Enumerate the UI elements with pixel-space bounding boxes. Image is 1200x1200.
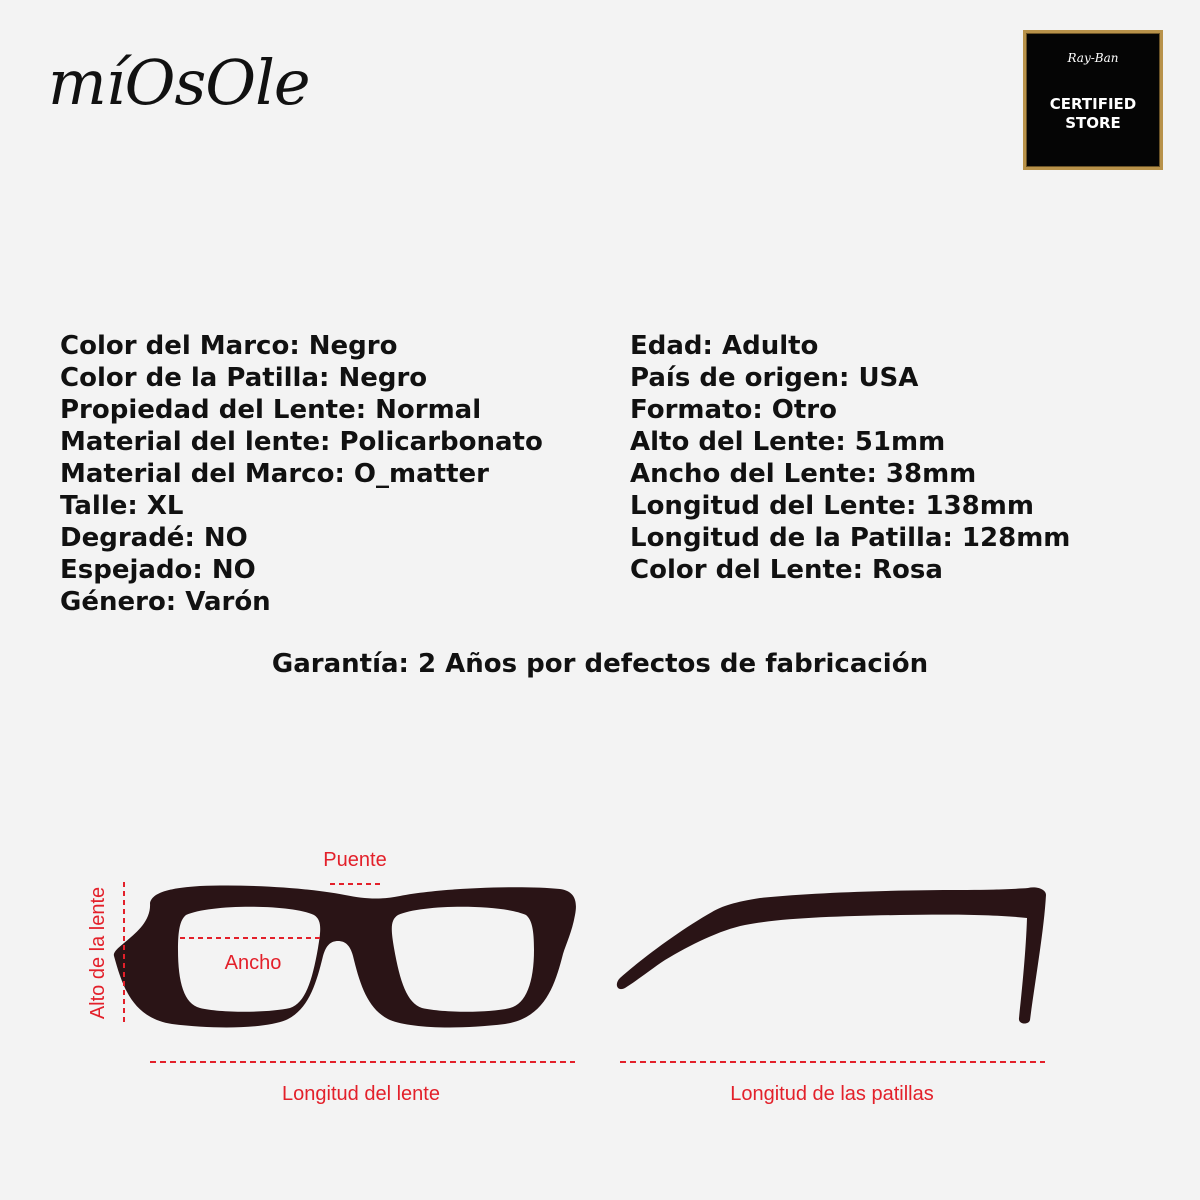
alto-label: Alto de la lente	[87, 886, 109, 1020]
spec-lens-material: Material del lente: Policarbonato	[60, 427, 543, 457]
spec-lens-property: Propiedad del Lente: Normal	[60, 395, 482, 425]
spec-lens-width: Ancho del Lente: 38mm	[630, 459, 977, 489]
frame-side-icon	[617, 887, 1046, 1023]
spec-country: País de origen: USA	[630, 363, 919, 393]
spec-lens-color: Color del Lente: Rosa	[630, 555, 943, 585]
spec-temple-color: Color de la Patilla: Negro	[60, 363, 428, 393]
longitud-lente-label: Longitud del lente	[282, 1083, 440, 1105]
ancho-label: Ancho	[224, 952, 282, 974]
frame-front-icon	[114, 885, 576, 1027]
warranty-text: Garantía: 2 Años por defectos de fabricación	[271, 649, 929, 679]
spec-age: Edad: Adulto	[630, 331, 819, 361]
ray-ban-logo: Ray-Ban	[1067, 51, 1119, 65]
spec-lens-length: Longitud del Lente: 138mm	[630, 491, 1034, 521]
spec-size: Talle: XL	[60, 491, 184, 521]
spec-temple-length: Longitud de la Patilla: 128mm	[630, 523, 1071, 553]
spec-frame-material: Material del Marco: O_matter	[60, 459, 489, 489]
longitud-patillas-label: Longitud de las patillas	[730, 1083, 934, 1105]
spec-mirrored: Espejado: NO	[60, 555, 256, 585]
certified-store-label: CERTIFIED STORE	[1049, 95, 1137, 132]
spec-frame-color: Color del Marco: Negro	[60, 331, 398, 361]
spec-gradient: Degradé: NO	[60, 523, 248, 553]
spec-format: Formato: Otro	[630, 395, 837, 425]
miosole-logo: míOsOle	[48, 46, 310, 119]
puente-label: Puente	[323, 849, 387, 871]
spec-gender: Género: Varón	[60, 587, 271, 617]
spec-lens-height: Alto del Lente: 51mm	[630, 427, 946, 457]
